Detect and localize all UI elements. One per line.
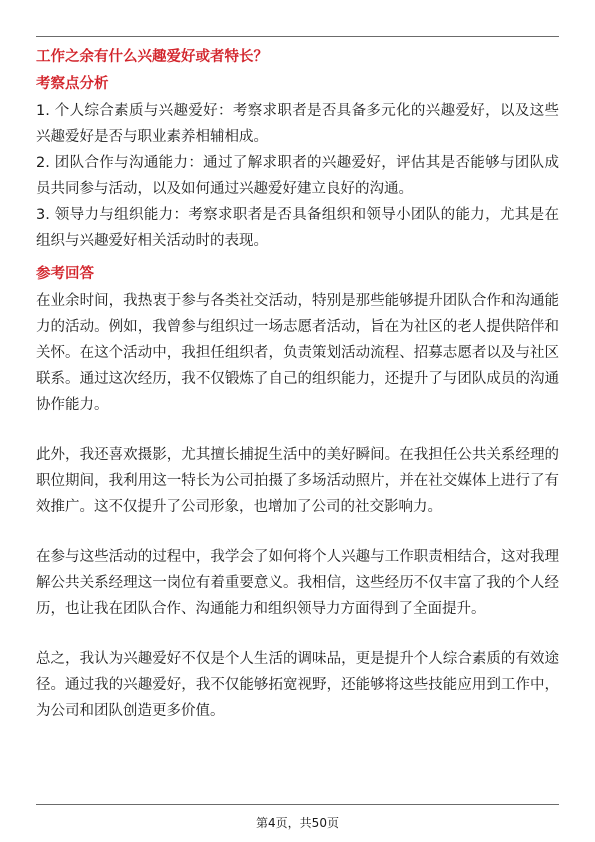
answer-heading: 参考回答 bbox=[36, 266, 94, 282]
answer-paragraph: 总之，我认为兴趣爱好不仅是个人生活的调味品，更是提升个人综合素质的有效途径。通过我的兴趣爱好，我不仅能够拓宽视野，还能够将这些技能应用到工作中，为公司和团队创造更多价值。 bbox=[36, 651, 559, 719]
answer-paragraph: 在参与这些活动的过程中，我学会了如何将个人兴趣与工作职责相结合，这对我理解公共关系经理这一岗位有着重要意义。我相信，这些经历不仅丰富了我的个人经历，也让我在团队合作、沟通能力和组织领导力方面得到了全面提升。 bbox=[36, 549, 559, 617]
question-title: 工作之余有什么兴趣爱好或者特长？ bbox=[36, 49, 268, 65]
page-content bbox=[36, 44, 559, 724]
page-number: 第4页，共50页 bbox=[256, 816, 339, 830]
analysis-point: 1. 个人综合素质与兴趣爱好：考察求职者是否具备多元化的兴趣爱好，以及这些兴趣爱好是否与职业素养相辅相成。 bbox=[36, 103, 559, 145]
answer-paragraph: 在业余时间，我热衷于参与各类社交活动，特别是那些能够提升团队合作和沟通能力的活动。例如，我曾参与组织过一场志愿者活动，旨在为社区的老人提供陪伴和关怀。在这个活动中，我担任组织者，负责策划活动流程、招募志愿者以及与社区联系。通过这次经历，我不仅锻炼了自己的组织能力，还提升了与团队成员的沟通协作能力。 bbox=[36, 293, 559, 413]
analysis-point: 2. 团队合作与沟通能力：通过了解求职者的兴趣爱好，评估其是否能够与团队成员共同参与活动，以及如何通过兴趣爱好建立良好的沟通。 bbox=[36, 155, 559, 197]
header-rule bbox=[36, 36, 559, 37]
analysis-point: 3. 领导力与组织能力：考察求职者是否具备组织和领导小团队的能力，尤其是在组织与兴趣爱好相关活动时的表现。 bbox=[36, 207, 559, 249]
answer-paragraph: 此外，我还喜欢摄影，尤其擅长捕捉生活中的美好瞬间。在我担任公共关系经理的职位期间，我利用这一特长为公司拍摄了多场活动照片，并在社交媒体上进行了有效推广。这不仅提升了公司形象，也增加了公司的社交影响力。 bbox=[36, 447, 559, 515]
analysis-heading: 考察点分析 bbox=[36, 76, 109, 92]
footer-rule bbox=[36, 804, 559, 805]
